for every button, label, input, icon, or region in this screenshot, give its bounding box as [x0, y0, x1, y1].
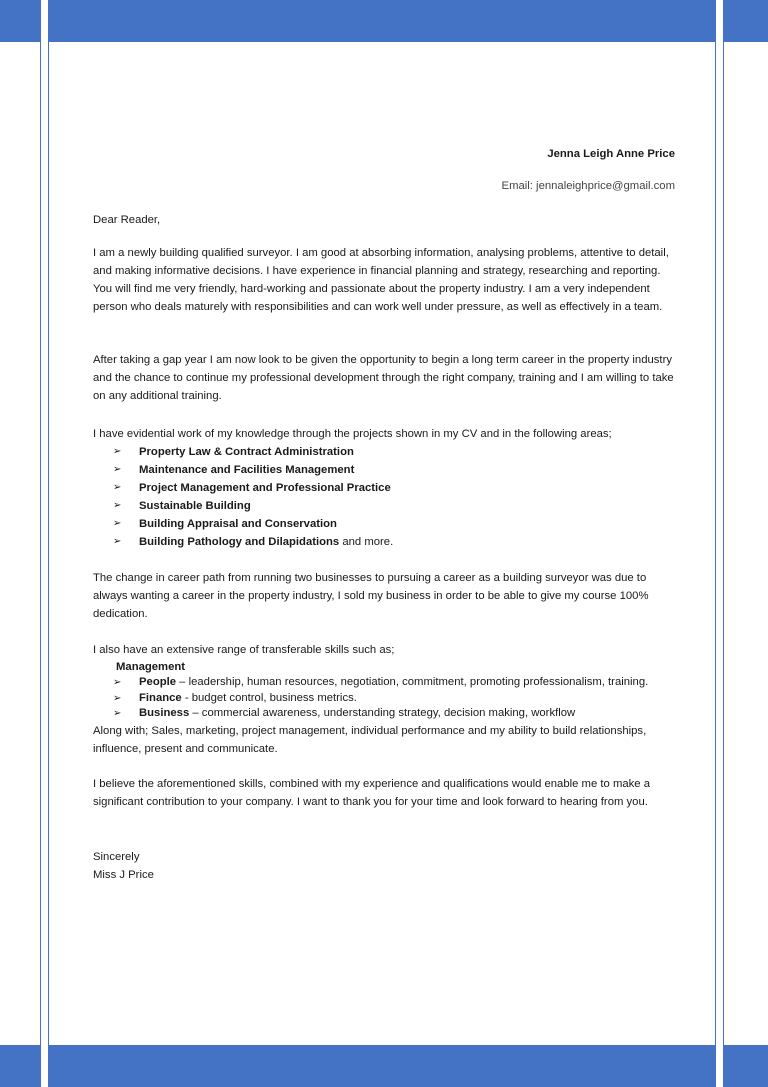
arrow-bullet-icon: ➢: [113, 708, 122, 719]
arrow-bullet-icon: ➢: [113, 464, 122, 475]
intro-paragraph: I am a newly building qualified surveyor. I am good at absorbing information, analysing problems, attentive to detail, and making informative decisions. I have experience in financial planning and strategy, researching and reporting. You will find me very friendly, hard-working and passionate about the property industry. I am a very independent person who deals maturely with responsibilities and can work well under pressure, as well as effectively in a team.: [93, 247, 669, 313]
gap-year-paragraph: After taking a gap year I am now look to be given the opportunity to begin a long term career in the property industry and the chance to continue my professional development through the right company, training and I am willing to take on any additional training.: [93, 354, 674, 402]
arrow-bullet-icon: ➢: [113, 500, 122, 511]
arrow-bullet-icon: ➢: [113, 446, 122, 457]
bottom-border-bar-left: [0, 1045, 40, 1087]
sender-name: Jenna Leigh Anne Price: [547, 148, 675, 160]
list-item: ➢ Business – commercial awareness, understanding strategy, decision making, workflow: [93, 706, 679, 722]
top-border-bar-right: [724, 0, 768, 42]
bottom-border-bar-right: [724, 1045, 768, 1087]
arrow-bullet-icon: ➢: [113, 518, 122, 529]
arrow-bullet-icon: ➢: [113, 692, 122, 704]
arrow-bullet-icon: ➢: [113, 677, 122, 688]
top-border-bar-main: [48, 0, 716, 42]
salutation: Sincerely: [93, 851, 140, 863]
list-item: ➢ Finance - budget control, business metrics.: [93, 691, 679, 707]
sender-email: Email: jennaleighprice@gmail.com: [501, 180, 675, 192]
areas-section: [93, 425, 679, 551]
closing: [93, 848, 679, 884]
skills-list: [93, 675, 679, 722]
along-with-text: Along with; Sales, marketing, project management, individual performance and my ability to build relationships, influence, present and communicate.: [93, 724, 647, 755]
skills-section: [93, 641, 679, 758]
areas-intro: I have evidential work of my knowledge through the projects shown in my CV and in the following areas;: [93, 428, 612, 440]
skills-heading: Management: [116, 661, 186, 673]
list-item: ➢ Building Pathology and Dilapidations and more.: [93, 533, 679, 551]
right-border-line: [723, 0, 724, 1087]
signature: Miss J Price: [93, 869, 154, 881]
list-item: ➢ Sustainable Building: [93, 497, 679, 515]
arrow-bullet-icon: ➢: [113, 536, 122, 547]
greeting: Dear Reader,: [93, 214, 161, 226]
list-item: ➢ Project Management and Professional Practice: [93, 479, 679, 497]
bottom-border-bar-main: [48, 1045, 716, 1087]
conclusion-paragraph: I believe the aforementioned skills, combined with my experience and qualifications would enable me to make a significant contribution to your company. I want to thank you for your time and look forward to hearing from you.: [93, 778, 650, 808]
top-border-bar-left: [0, 0, 40, 42]
list-item: ➢ People – leadership, human resources, negotiation, commitment, promoting professionalism, training.: [93, 675, 679, 691]
skills-intro: I also have an extensive range of transferable skills such as;: [93, 644, 395, 656]
list-item: ➢ Building Appraisal and Conservation: [93, 515, 679, 533]
list-item: ➢ Property Law & Contract Administration: [93, 443, 679, 461]
areas-list: [93, 443, 679, 551]
list-item: ➢ Maintenance and Facilities Management: [93, 461, 679, 479]
right-inner-border-line: [715, 0, 716, 1087]
career-change-paragraph: The change in career path from running two businesses to pursuing a career as a building surveyor was due to always wanting a career in the property industry, I sold my business in order to be able to give my course 100% dedication.: [93, 572, 649, 620]
left-border-line: [40, 0, 41, 1087]
left-inner-border-line: [48, 0, 49, 1087]
arrow-bullet-icon: ➢: [113, 482, 122, 493]
